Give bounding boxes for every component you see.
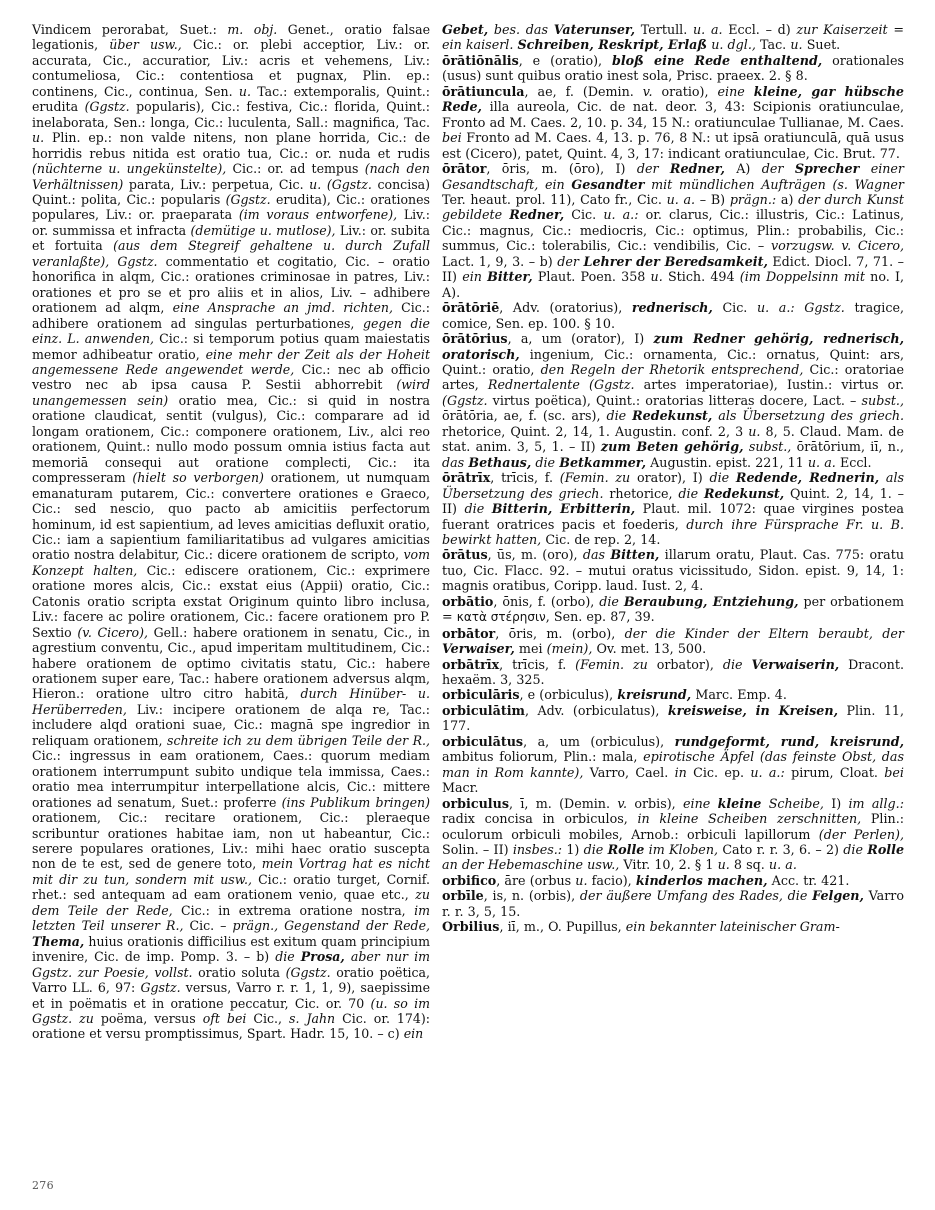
left-column: [32, 22, 430, 1042]
dictionary-entry: ōrātōriē, Adv. (oratorius), rednerisch, Cic. u. a.: Ggstz. tragice, comice, Sen. ep. 100. § 10.: [442, 300, 905, 331]
dictionary-entry: ōrātus, ūs, m. (oro), das Bitten, illarum oratu, Plaut. Cas. 775: oratu tuo, Cic. Flacc. 92. – mutui oratus vicissitudo, Sidon. epist. 9, 14, 1: magnis oratibus, Coripp. laud. Iust. 2, 4.: [442, 547, 904, 594]
dictionary-entry: orbīle, is, n. (orbis), der äußere Umfang des Rades, die Felgen, Varro r. r. 3, 5, 15.: [442, 888, 905, 919]
dictionary-entry: ōrātiuncula, ae, f. (Demin. v. oratio), eine kleine, gar hübsche Rede, illa aureola, Cic. de nat. deor. 3, 43: Scipionis oratiunculae, Fronto ad M. Caes. 2, 10. p. 34, 15 N.: oratiunculae Tullianae, M. Caes. bei Fronto ad M. Caes. 4, 13. p. 76, 8 N.: ut ipsā oratiunculā, quā usus est (Cicero), patet, Quint. 4, 3, 17: indicant oratiunculae, Cic. Brut. 77.: [442, 83, 905, 161]
page-number: 276: [32, 1179, 54, 1192]
dictionary-entry: Orbilius, iī, m., O. Pupillus, ein bekannter lateinischer Gram-: [442, 919, 840, 935]
dictionary-entry: orbātrīx, trīcis, f. (Femin. zu orbator), die Verwaiserin, Dracont. hexaëm. 3, 325.: [442, 656, 904, 688]
dictionary-entry: orbātor, ōris, m. (orbo), der die Kinder der Eltern beraubt, der Verwaiser, mei (mein), Ov. met. 13, 500.: [442, 625, 904, 657]
dictionary-entry: Gebet, bes. das Vaterunser, Tertull. u. a. Eccl. – d) zur Kaiserzeit = ein kaiserl. Schreiben, Reskript, Erlaß u. dgl., Tac. u. Suet.: [442, 22, 904, 53]
dictionary-entry: orbiculātim, Adv. (orbiculatus), kreisweise, in Kreisen, Plin. 11, 177.: [442, 702, 905, 734]
dictionary-entry: orbātio, ōnis, f. (orbo), die Beraubung, Entziehung, per orbationem = κατὰ στέρησιν, Sen. ep. 87, 39.: [442, 593, 904, 625]
right-column: [442, 22, 904, 935]
dictionary-entry: ōrātōrius, a, um (orator), I) zum Redner gehörig, rednerisch, oratorisch, ingenium, Cic.: ornamenta, Cic.: ornatus, Quint: ars, Quint.: oratio, den Regeln der Rhetorik entsprechend, Cic.: oratoriae artes, Rednertalente (Ggstz. artes imperatoriae), Iustin.: virtus or. (Ggstz. virtus poëtica), Quint.: oratorias litteras docere, Lact. – subst., ōrātōria, ae, f. (sc. ars), die Redekunst, als Übersetzung des griech. rhetorice, Quint. 2, 14, 1. Augustin. conf. 2, 3 u. 8, 5. Claud. Mam. de stat. anim. 3, 5, 1. – II) zum Beten gehörig, subst., ōrātōrium, iī, n., das Bethaus, die Betkammer, Augustin. epist. 221, 11 u. a. Eccl.: [442, 331, 905, 470]
dictionary-entry: orbiculātus, a, um (orbiculus), rundgeformt, rund, kreisrund, ambitus foliorum, Plin.: mala, epirotische Äpfel (das feinste Obst, das man in Rom kannte), Varro, Cael. in Cic. ep. u. a.: pirum, Cloat. bei Macr.: [442, 733, 904, 796]
two-column-body: [32, 22, 905, 1162]
dictionary-entry: orbiculus, ī, m. (Demin. v. orbis), eine kleine Scheibe, I) im allg.: radix concisa in orbiculos, in kleine Scheiben zerschnitten, Plin.: oculorum orbiculi mobiles, Arnob.: orbiculi lapillorum (der Perlen), Solin. – II) insbes.: 1) die Rolle im Kloben, Cato r. r. 3, 6. – 2) die Rolle an der Hebemaschine usw., Vitr. 10, 2. § 1 u. 8 sq. u. a.: [442, 795, 905, 873]
dictionary-entry: orbiculāris, e (orbiculus), kreisrund, Marc. Emp. 4.: [442, 687, 787, 703]
dictionary-entry: ōrātor, ōris, m. (ōro), I) der Redner, A) der Sprecher einer Gesandtschaft, ein Gesandter mit mündlichen Aufträgen (s. Wagner Ter. heaut. prol. 11), Cato fr., Cic. u. a. – B) prägn.: a) der durch Kunst gebildete Redner, Cic. u. a.: or. clarus, Cic.: illustris, Cic.: Latinus, Cic.: magnus, Cic.: mediocris, Cic.: optimus, Plin.: probabilis, Cic.: summus, Cic.: tolerabilis, Cic.: vendibilis, Cic. – vorzugsw. v. Cicero, Lact. 1, 9, 3. – b) der Lehrer der Beredsamkeit, Edict. Diocl. 7, 71. – II) ein Bitter, Plaut. Poen. 358 u. Stich. 494 (im Doppelsinn mit no. I, A).: [442, 161, 905, 300]
dictionary-entry: ōrātiōnālis, e (oratio), bloß eine Rede enthaltend, orationales (usus) sunt quibus oratio inest sola, Prisc. praeex. 2. § 8.: [442, 52, 905, 84]
dictionary-entry: ōrātrīx, trīcis, f. (Femin. zu orator), I) die Redende, Rednerin, als Übersetzung des griech. rhetorice, die Redekunst, Quint. 2, 14, 1. – II) die Bitterin, Erbitterin, Plaut. mil. 1072: quae virgines postea fuerant oratrices pacis et foederis, durch ihre Fürsprache Fr. u. B. bewirkt hatten, Cic. de rep. 2, 14.: [442, 470, 905, 547]
dictionary-entry: Vindicem perorabat, Suet.: m. obj. Genet., oratio falsae legationis, über usw., Cic.: or. plebi acceptior, Liv.: or. accurata, Cic., accuratior, Liv.: acris et vehemens, Liv.: contumeliosa, Cic.: contentiosa et pugnax, Plin. ep.: continens, Cic., continua, Sen. u. Tac.: extemporalis, Quint.: erudita (Ggstz. popularis), Cic.: festiva, Cic.: florida, Quint.: inelaborata, Sen.: longa, Cic.: luculenta, Sall.: magnifica, Tac. u. Plin. ep.: non valde nitens, non plane horrida, Cic.: de horridis rebus nitida est oratio tua, Cic.: or. nuda et rudis (nüchterne u. ungekünstelte), Cic.: or. ad tempus (nach den Verhältnissen) parata, Liv.: perpetua, Cic. u. (Ggstz. concisa) Quint.: polita, Cic.: popularis (Ggstz. erudita), Cic.: orationes populares, Liv.: or. praeparata (im voraus entworfene), Liv.: or. summissa et infracta (demütige u. mutlose), Liv.: or. subita et fortuita (aus dem Stegreif gehaltene u. durch Zufall veranlaßte), Ggstz. commentatio et cogitatio, Cic. – oratio honorifica in alqm, Cic.: orationes criminosae in patres, Liv.: orationes et pro se et pro aliis et in alios, Liv. – adhibere orationem ad alqm, eine Ansprache an jmd. richten, Cic.: adhibere orationem ad singulas perturbationes, gegen die einz. L. anwenden, Cic.: si temporum potius quam maiestatis memor adhibeatur oratio, eine mehr der Zeit als der Hoheit angemessene Rede angewendet werde, Cic.: nec ab officio vestro nec ab ipsa causa P. Sestii abhorrebit (wird unangemessen sein) oratio mea, Cic.: si quid in nostra oratione claudicat, sentit (vulgus), Cic.: comparare ad id longam orationem, Cic.: componere orationem, Liv., alci reo orationem, Quint.: nullo modo possum omnia istius facta aut memoriā consequi aut oratione complecti, Cic.: ita compresseram (hielt so verborgen) orationem, ut numquam emanaturam putarem, Cic.: convertere orationes e Graeco, Cic.: sed nescio, quo pacto ab amicitiis perfectorum hominum, id est sapientium, ad leves amicitias defluxit oratio, Cic.: iam a sapientium familiaritatibus ad vulgares amicitias oratio nostra delabitur, Cic.: dicere orationem de scripto, vom Konzept halten, Cic.: ediscere orationem, Cic.: exprimere oratione mores alcis, Cic.: exstat eius (Appii) oratio, Cic.: Catonis oratio scripta exstat Originum quinto libro inclusa, Liv.: facere ac polire orationem, Cic.: facere orationem pro P. Sextio (v. Cicero), Gell.: habere orationem in senatu, Cic., in agrestium conventu, Cic., apud imperitam multitudinem, Cic.: habere orationem de optimo civitatis statu, Cic.: habere orationem super eare, Tac.: habere orationem adversus alqm, Hieron.: oratione ultro citro habitā, durch Hinüber- u. Herüberreden, Liv.: incipere orationem de alqa re, Tac.: includere alqd orationi suae, Cic.: magnā spe ingredior in reliquam orationem, schreite ich zu dem übrigen Teile der R., Cic.: ingressus in eam orationem, Caes.: quorum mediam orationem interrumpunt subito undique tela immissa, Caes.: oratio mea interrumpitur interpellatione alcis, Cic.: mittere orationes ad senatum, Suet.: proferre (ins Publikum bringen) orationem, Cic.: recitare orationem, Cic.: pleraeque scribuntur orationes habitae iam, non ut habeantur, Cic.: serere populares orationes, Liv.: mihi haec oratio suscepta non de te est, sed de genere toto, mein Vortrag hat es nicht mit dir zu tun, sondern mit usw., Cic.: oratio turget, Cornif. rhet.: sed antequam ad eam orationem venio, quae etc., zu dem Teile der Rede, Cic.: in extrema oratione nostra, im letzten Teil unserer R., Cic. – prägn., Gegenstand der Rede, Thema, huius orationis difficilius est exitum quam principium invenire, Cic. de imp. Pomp. 3. – b) die Prosa, aber nur im Ggstz. zur Poesie, vollst. oratio soluta (Ggstz. oratio poëtica, Varro LL. 6, 97: Ggstz. versus, Varro r. r. 1, 1, 9), saepissime et in poëmatis et in oratione peccatur, Cic. or. 70 (u. so im Ggstz. zu poëma, versus oft bei Cic., s. Jahn Cic. or. 174): oratione et versu promptissimus, Spart. Hadr. 15, 10. – c) ein: [32, 22, 431, 1042]
dictionary-entry: orbifico, āre (orbus u. facio), kinderlos machen, Acc. tr. 421.: [442, 872, 850, 888]
